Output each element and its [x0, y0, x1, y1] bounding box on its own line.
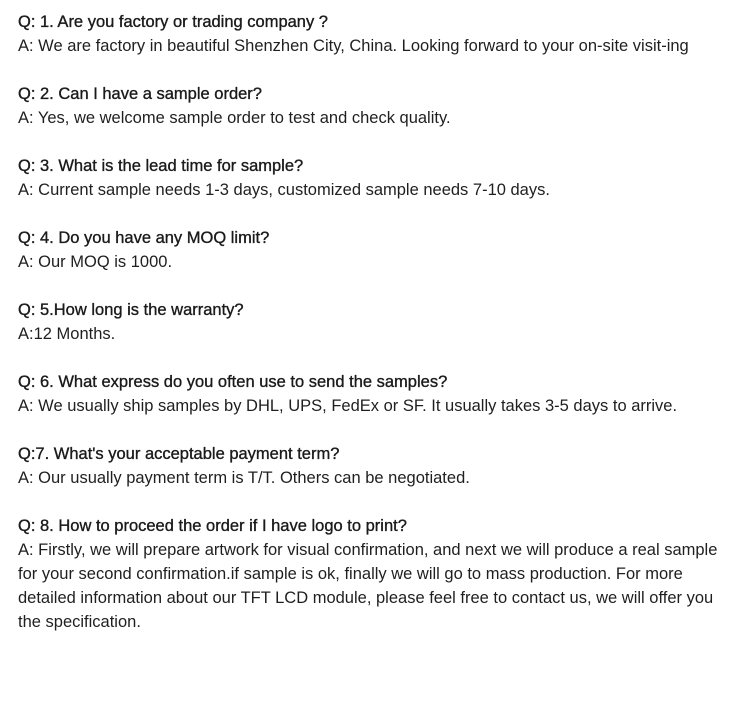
faq-item-4 — [18, 226, 730, 274]
faq-item-1 — [18, 10, 730, 58]
faq-item-2 — [18, 82, 730, 130]
faq-question-2: Q: 2. Can I have a sample order? — [18, 85, 262, 103]
faq-question-8: Q: 8. How to proceed the order if I have logo to print? — [18, 517, 407, 535]
faq-answer-5: A:12 Months. — [18, 325, 116, 343]
faq-question-4: Q: 4. Do you have any MOQ limit? — [18, 229, 270, 247]
faq-answer-4: A: Our MOQ is 1000. — [18, 253, 173, 271]
faq-item-5 — [18, 298, 730, 346]
faq-question-5: Q: 5.How long is the warranty? — [18, 301, 244, 319]
faq-answer-3: A: Current sample needs 1-3 days, customized sample needs 7-10 days. — [18, 181, 550, 199]
faq-answer-8: A: Firstly, we will prepare artwork for visual confirmation, and next we will produce a real sample for your second confirmation.if sample is ok, finally we will go to mass production. For more detailed information about our TFT LCD module, please feel free to contact us, we will offer you the specification. — [18, 541, 718, 631]
faq-question-7: Q:7. What's your acceptable payment term? — [18, 445, 340, 463]
faq-answer-1: A: We are factory in beautiful Shenzhen City, China. Looking forward to your on-site visit-ing — [18, 37, 689, 55]
faq-list — [18, 10, 730, 658]
faq-item-6 — [18, 370, 730, 418]
faq-item-8 — [18, 514, 730, 634]
faq-item-3 — [18, 154, 730, 202]
faq-item-7 — [18, 442, 730, 490]
faq-question-3: Q: 3. What is the lead time for sample? — [18, 157, 304, 175]
faq-question-6: Q: 6. What express do you often use to send the samples? — [18, 373, 448, 391]
faq-question-1: Q: 1. Are you factory or trading company ? — [18, 13, 328, 31]
faq-answer-6: A: We usually ship samples by DHL, UPS, FedEx or SF. It usually takes 3-5 days to arrive. — [18, 397, 678, 415]
faq-answer-2: A: Yes, we welcome sample order to test and check quality. — [18, 109, 451, 127]
faq-answer-7: A: Our usually payment term is T/T. Others can be negotiated. — [18, 469, 470, 487]
